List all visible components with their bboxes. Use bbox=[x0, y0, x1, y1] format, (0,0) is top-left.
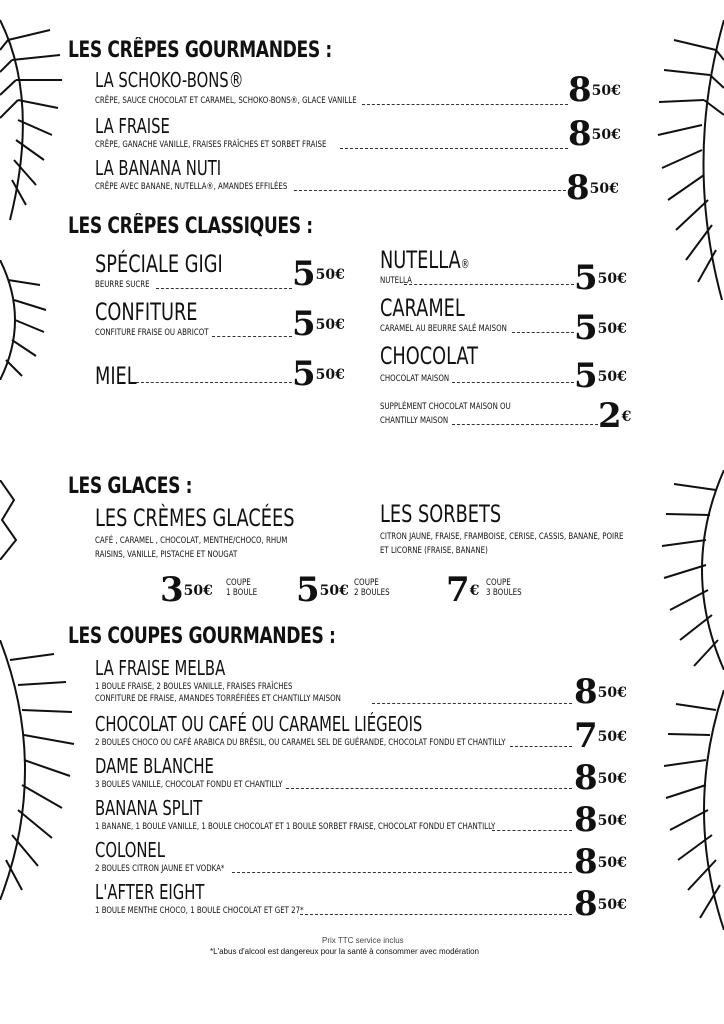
item-desc: 1 BANANE, 1 BOULE VANILLE, 1 BOULE CHOCOLAT ET 1 BOULE SORBET FRAISE, CHOCOLAT FONDU ET CHANTILLY bbox=[95, 822, 496, 832]
price: 550€ bbox=[292, 254, 345, 294]
item-name: BANANA SPLIT bbox=[95, 796, 203, 820]
fern-left-bottom-icon bbox=[0, 640, 90, 900]
leader-dots bbox=[362, 104, 568, 105]
price: 850€ bbox=[574, 758, 627, 798]
fern-right-bottom-icon bbox=[654, 690, 724, 930]
item-name: CHOCOLAT bbox=[380, 342, 479, 370]
price: 550€ bbox=[574, 308, 627, 348]
leader-dots bbox=[156, 288, 292, 289]
footer-price-note: Prix TTC service inclus bbox=[322, 936, 404, 945]
item-desc: CRÊPE, SAUCE CHOCOLAT ET CARAMEL, SCHOKO-BONS®, GLACE VANILLE bbox=[95, 96, 357, 106]
sorbets-desc: CITRON JAUNE, FRAISE, FRAMBOISE, CERISE, CASSIS, BANANE, POIRE bbox=[380, 532, 624, 542]
price: 850€ bbox=[574, 842, 627, 882]
item-name: COLONEL bbox=[95, 838, 166, 862]
price: 550€ bbox=[574, 356, 627, 396]
leader-dots bbox=[404, 284, 574, 285]
price: 850€ bbox=[574, 800, 627, 840]
price: 850€ bbox=[568, 70, 621, 110]
item-name: L'AFTER EIGHT bbox=[95, 880, 205, 904]
item-desc: NUTELLA bbox=[380, 276, 412, 286]
price: 850€ bbox=[574, 884, 627, 924]
cremes-glacees-desc: CAFÉ , CARAMEL , CHOCOLAT, MENTHE/CHOCO, RHUM bbox=[95, 536, 288, 546]
sorbets-title: LES SORBETS bbox=[380, 500, 502, 528]
item-name: LA SCHOKO-BONS® bbox=[95, 68, 244, 92]
price: 850€ bbox=[568, 114, 621, 154]
item-desc: CARAMEL AU BEURRE SALÉ MAISON bbox=[380, 324, 507, 334]
price: 850€ bbox=[574, 672, 627, 712]
item-name: LA FRAISE MELBA bbox=[95, 656, 226, 680]
item-desc: CHOCOLAT MAISON bbox=[380, 374, 450, 384]
item-desc: BEURRE SUCRE bbox=[95, 280, 150, 290]
leader-dots bbox=[510, 746, 572, 747]
coupe-label: COUPE 3 BOULES bbox=[486, 578, 522, 598]
section-title-glaces: LES GLACES : bbox=[68, 474, 193, 499]
item-desc: CONFITURE FRAISE OU ABRICOT bbox=[95, 328, 209, 338]
item-desc: 1 BOULE MENTHE CHOCO, 1 BOULE CHOCOLAT ET GET 27* bbox=[95, 906, 304, 916]
price: 550€ bbox=[292, 354, 345, 394]
item-name: NUTELLA® bbox=[380, 246, 470, 274]
cremes-glacees-title: LES CRÈMES GLACÉES bbox=[95, 504, 295, 532]
item-desc: 3 BOULES VANILLE, CHOCOLAT FONDU ET CHANTILLY bbox=[95, 780, 283, 790]
leader-dots bbox=[212, 336, 292, 337]
leader-dots bbox=[232, 872, 572, 873]
price: 850€ bbox=[566, 168, 619, 208]
item-name: MIEL bbox=[95, 362, 137, 390]
item-name: CARAMEL bbox=[380, 294, 465, 322]
leader-dots bbox=[452, 382, 574, 383]
fern-right-top-icon bbox=[644, 20, 724, 300]
leader-dots bbox=[340, 148, 568, 149]
cremes-glacees-desc: RAISINS, VANILLE, PISTACHE ET NOUGAT bbox=[95, 550, 238, 560]
leader-dots bbox=[286, 788, 572, 789]
fern-right-middle-icon bbox=[650, 470, 724, 670]
section-title-coupes-gourmandes: LES COUPES GOURMANDES : bbox=[68, 624, 336, 649]
leader-dots bbox=[452, 424, 598, 425]
item-desc: CONFITURE DE FRAISE, AMANDES TORRÉFIÉES ET CHANTILLY MAISON bbox=[95, 694, 341, 704]
item-name: LA FRAISE bbox=[95, 114, 170, 138]
item-name: CHOCOLAT OU CAFÉ OU CARAMEL LIÉGEOIS bbox=[95, 712, 423, 736]
fern-left-small-icon bbox=[0, 480, 22, 560]
sorbets-desc: ET LICORNE (FRAISE, BANANE) bbox=[380, 546, 488, 556]
item-desc: CRÊPE, GANACHE VANILLE, FRAISES FRAÎCHES ET SORBET FRAISE bbox=[95, 140, 327, 150]
item-desc: 1 BOULE FRAISE, 2 BOULES VANILLE, FRAISES FRAÎCHES bbox=[95, 682, 293, 692]
leader-dots bbox=[492, 830, 572, 831]
footer-alcohol-warning: *L'abus d'alcool est dangereux pour la santé à consommer avec modération bbox=[210, 947, 479, 956]
item-name: LA BANANA NUTI bbox=[95, 156, 222, 180]
item-name: CONFITURE bbox=[95, 298, 198, 326]
leader-dots bbox=[300, 914, 572, 915]
coupe-label: COUPE 1 BOULE bbox=[226, 578, 258, 598]
item-name: DAME BLANCHE bbox=[95, 754, 214, 778]
coupe-price: 550€ bbox=[296, 570, 349, 610]
fern-left-top-icon bbox=[0, 0, 80, 230]
section-title-crepes-gourmandes: LES CRÊPES GOURMANDES : bbox=[68, 38, 332, 63]
item-name: SPÉCIALE GIGI bbox=[95, 250, 223, 278]
supplement-desc: CHANTILLY MAISON bbox=[380, 416, 449, 426]
supplement-desc: SUPPLÉMENT CHOCOLAT MAISON OU bbox=[380, 402, 511, 412]
price: 550€ bbox=[292, 304, 345, 344]
item-desc: 2 BOULES CHOCO OU CAFÉ ARABICA DU BRÉSIL, OU CARAMEL SEL DE GUÉRANDE, CHOCOLAT FONDU ET CHANTILLY bbox=[95, 738, 506, 748]
item-desc: 2 BOULES CITRON JAUNE ET VODKA* bbox=[95, 864, 225, 874]
coupe-price: 350€ bbox=[160, 570, 213, 610]
section-title-crepes-classiques: LES CRÊPES CLASSIQUES : bbox=[68, 214, 313, 239]
coupe-price: 7€ bbox=[446, 570, 480, 610]
fern-left-middle-icon bbox=[0, 260, 50, 380]
price: 2€ bbox=[598, 396, 632, 436]
leader-dots bbox=[294, 190, 566, 191]
leader-dots bbox=[372, 703, 572, 704]
price: 750€ bbox=[574, 716, 627, 756]
leader-dots bbox=[136, 382, 292, 383]
leader-dots bbox=[512, 332, 574, 333]
item-desc: CRÊPE AVEC BANANE, NUTELLA®, AMANDES EFFILÉES bbox=[95, 182, 288, 192]
price: 550€ bbox=[574, 258, 627, 298]
coupe-label: COUPE 2 BOULES bbox=[354, 578, 390, 598]
